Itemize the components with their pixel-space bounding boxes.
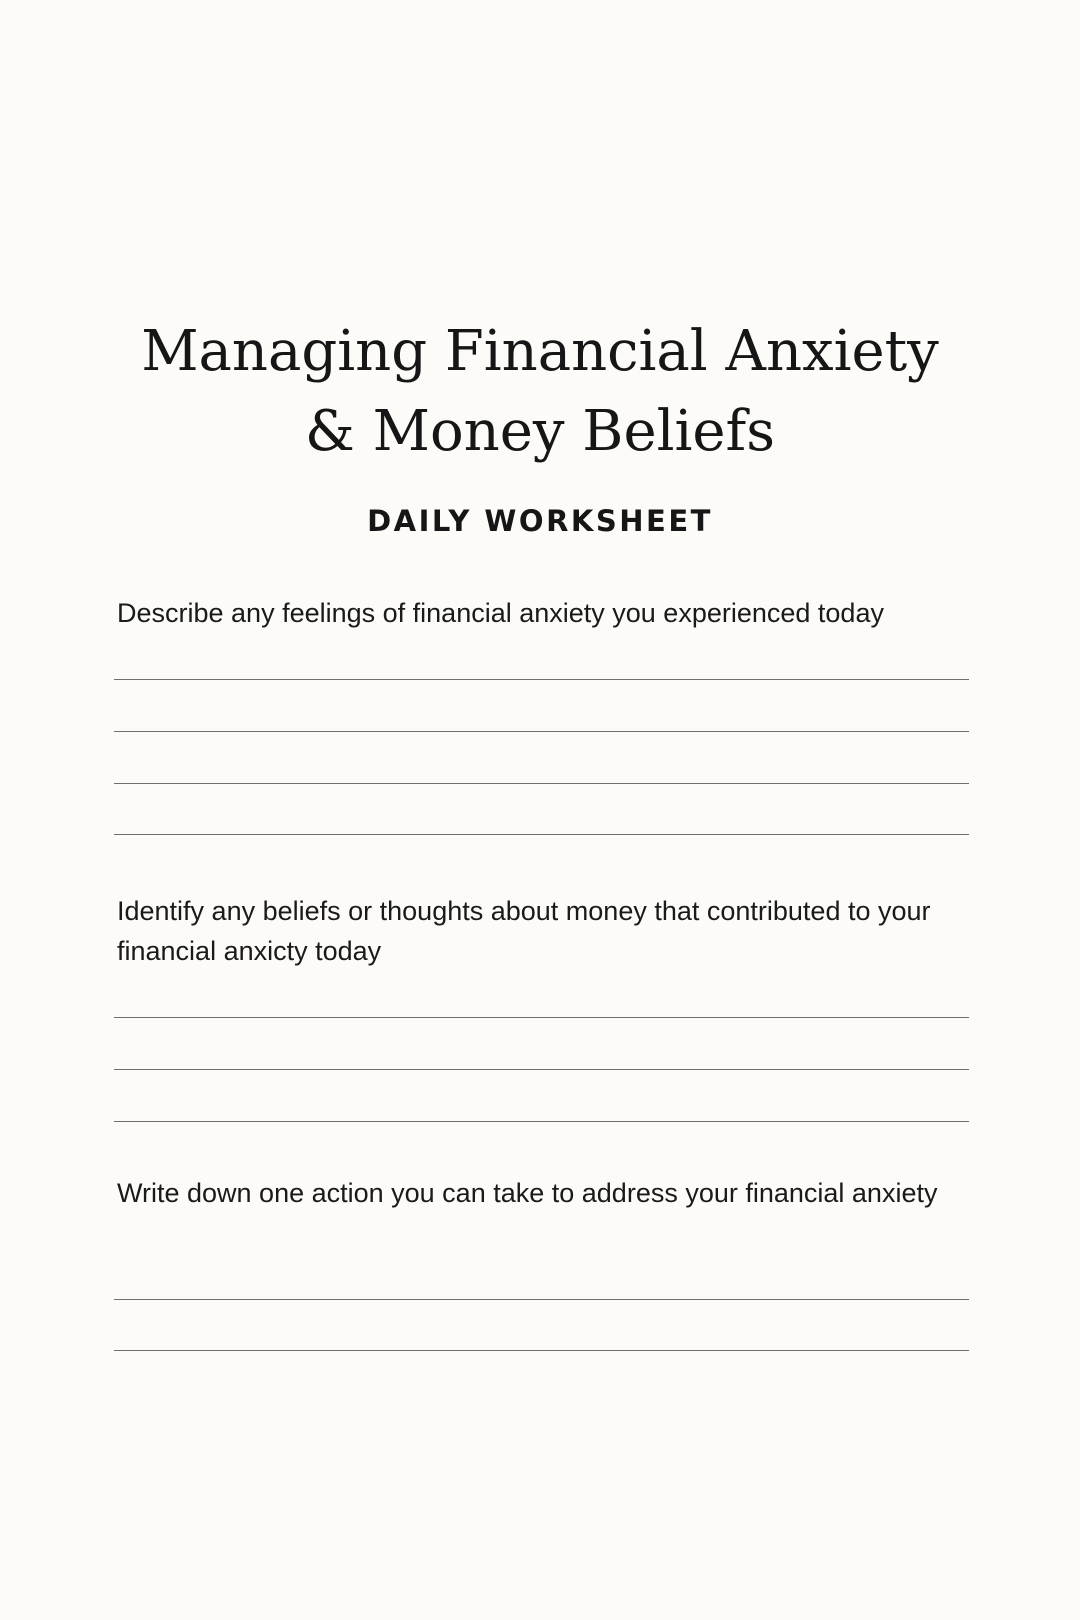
section-1-prompt: Describe any feelings of financial anxiety you experienced today — [117, 598, 884, 628]
section-3-writing-line[interactable] — [114, 1299, 969, 1300]
section-1-writing-line[interactable] — [114, 783, 969, 784]
worksheet-subtitle: DAILY WORKSHEET — [367, 504, 713, 538]
section-2-writing-line[interactable] — [114, 1069, 969, 1070]
title-line-2: & Money Beliefs — [304, 399, 776, 464]
section-2-prompt: Identify any beliefs or thoughts about money that contributed to your financial anxicty today — [117, 896, 931, 966]
worksheet-title — [0, 312, 1080, 472]
section-2-writing-line[interactable] — [114, 1017, 969, 1018]
section-1-writing-line[interactable] — [114, 679, 969, 680]
section-1-writing-line[interactable] — [114, 731, 969, 732]
section-3-prompt: Write down one action you can take to address your financial anxiety — [117, 1178, 938, 1208]
section-2-writing-line[interactable] — [114, 1121, 969, 1122]
section-3-writing-line[interactable] — [114, 1350, 969, 1351]
section-1-writing-line[interactable] — [114, 834, 969, 835]
title-line-1: Managing Financial Anxiety — [141, 319, 939, 384]
